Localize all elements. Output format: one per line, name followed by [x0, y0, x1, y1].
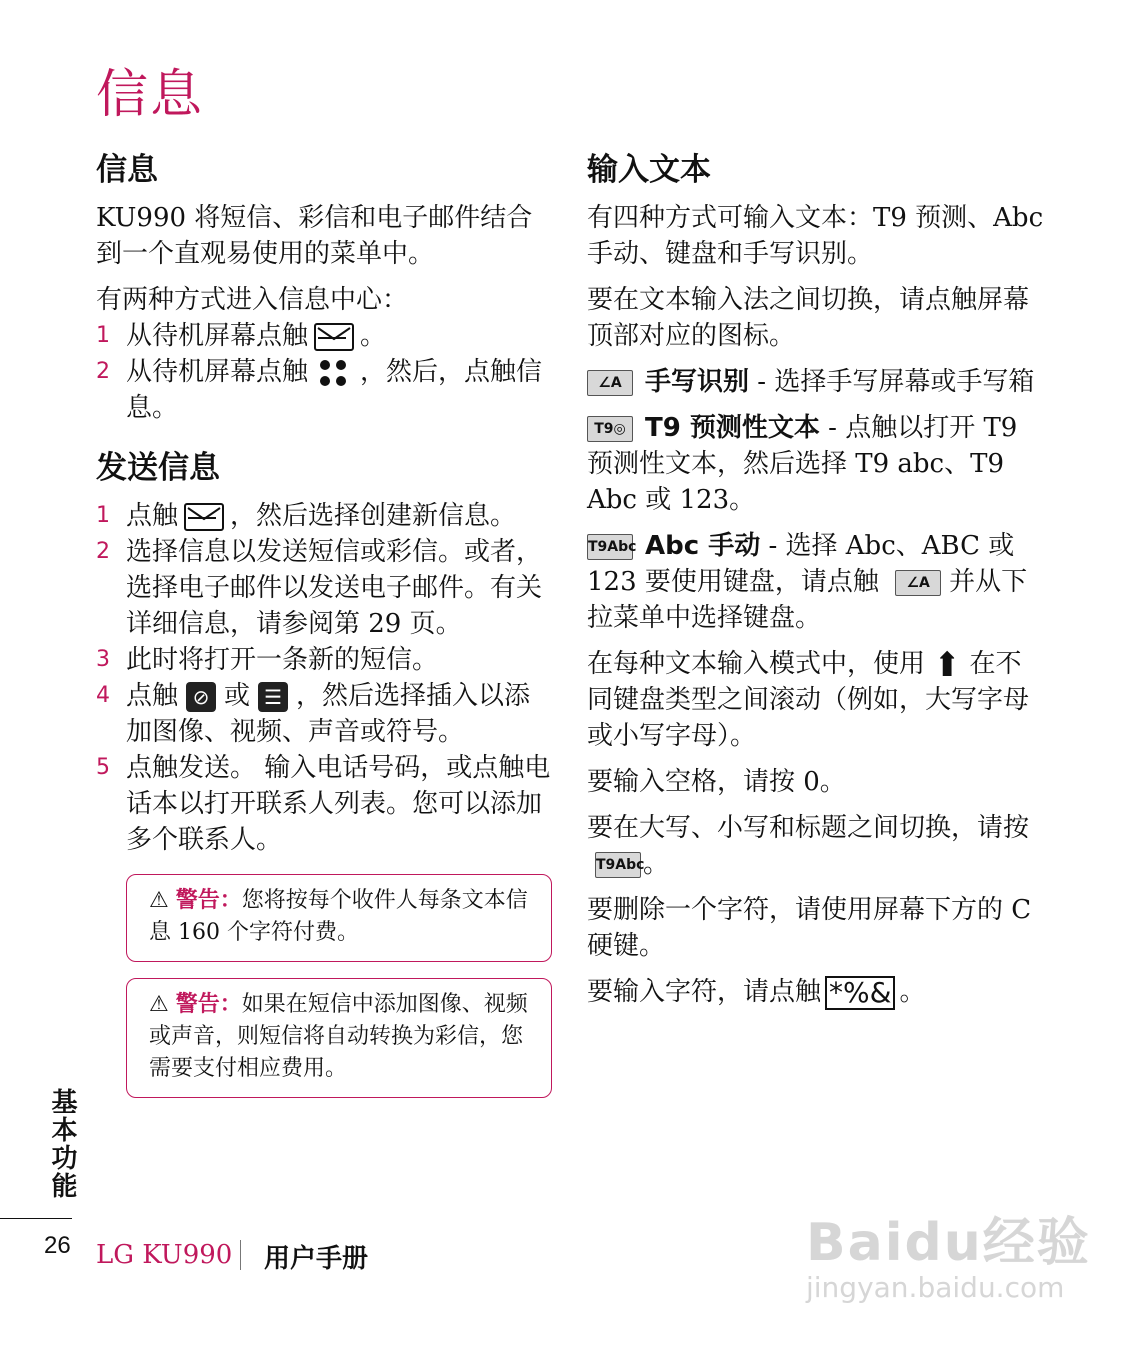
symbols-key-icon: *%&: [825, 976, 895, 1010]
step-number: 2: [96, 359, 110, 384]
sidebar-divider: [0, 1218, 72, 1219]
warning-box-charge: [126, 874, 552, 962]
handwriting-icon: ∠A: [895, 570, 941, 596]
step-number: 1: [96, 323, 110, 348]
left-column: [96, 150, 556, 1112]
menu-list-icon: ☰: [258, 682, 288, 712]
symbol-paragraph: [587, 974, 1047, 1010]
footer-manual-label: 用户手册: [264, 1244, 369, 1274]
method-name: 手写识别: [645, 367, 750, 397]
method-name: Abc 手动: [645, 531, 761, 561]
page-title: 信息: [96, 65, 205, 125]
step-text: 从待机屏幕点触: [126, 357, 309, 387]
list-item: [96, 318, 556, 354]
method-name: T9 预测性文本: [645, 413, 820, 443]
list-item: [96, 354, 556, 426]
step-number: 5: [96, 755, 110, 780]
list-item: [96, 498, 556, 534]
sidebar-section-label: 基本功能: [47, 1088, 77, 1200]
section-heading-send: 发送信息: [96, 450, 220, 486]
step-text-suffix: ，然后，点触信息。: [126, 357, 543, 423]
list-item: [96, 678, 556, 750]
method-t9: [587, 410, 1047, 518]
warning-text: 如果在短信中添加图像、视频或声音，则短信将自动转换为彩信，您需要支付相应费用。: [149, 992, 528, 1081]
warning-text: 您将按每个收件人每条文本信息 160 个字符付费。: [149, 888, 528, 945]
right-column: [587, 150, 1047, 1020]
t9-predictive-icon: T9◎: [587, 416, 633, 442]
step-text-suffix: ，然后选择插入以添加图像、视频、声音或符号。: [126, 681, 531, 747]
warning-triangle-icon: ⚠: [149, 888, 169, 913]
step-text: 点触: [126, 501, 179, 531]
section-heading-input-text: 输入文本: [587, 152, 711, 188]
enter-steps: [96, 318, 556, 426]
intro-paragraph: KU990 将短信、彩信和电子邮件结合到一个直观易使用的菜单中。: [96, 203, 533, 269]
step-text-suffix: ，然后选择创建新信息。: [230, 501, 517, 531]
envelope-icon: [314, 323, 354, 351]
section-heading-messaging: 信息: [96, 152, 158, 188]
space-paragraph: 要输入空格，请按 0。: [587, 767, 846, 797]
step-text: 从待机屏幕点触: [126, 321, 309, 351]
menu-grid-icon: [316, 358, 352, 388]
enter-methods-paragraph: 有两种方式进入信息中心：: [96, 285, 409, 315]
up-arrow-icon: ⬆: [933, 645, 962, 685]
step-number: 4: [96, 683, 110, 708]
watermark-url: jingyan.baidu.com: [806, 1271, 1065, 1304]
list-item: [96, 534, 556, 642]
shift-text: 在每种文本输入模式中，使用: [587, 649, 926, 679]
method-abc: [587, 528, 1047, 636]
step-text: 选择信息以发送短信或彩信。或者，选择电子邮件以发送电子邮件。有关详细信息，请参阅第 29 页。: [126, 537, 543, 639]
t9-abc-icon: T9Abc: [587, 534, 633, 560]
method-handwriting: [587, 364, 1047, 400]
t9-abc-icon: T9Abc: [595, 852, 641, 878]
step-number: 1: [96, 503, 110, 528]
send-steps: [96, 498, 556, 858]
step-text: 点触发送。 输入电话号码，或点触电话本以打开联系人列表。您可以添加多个联系人。: [126, 753, 551, 855]
handwriting-icon: ∠A: [587, 370, 633, 396]
step-text-mid: 或: [224, 681, 251, 711]
delete-paragraph: 要删除一个字符，请使用屏幕下方的 C 硬键。: [587, 895, 1032, 961]
step-number: 2: [96, 539, 110, 564]
step-number: 3: [96, 647, 110, 672]
page-number: 26: [44, 1232, 71, 1259]
case-text-end: 。: [643, 849, 670, 879]
method-desc: - 选择手写屏幕或手写箱: [749, 367, 1035, 397]
warning-box-mms: [126, 978, 552, 1098]
symbol-text: 要输入字符，请点触: [587, 977, 822, 1007]
list-item: [96, 750, 556, 858]
switch-methods-paragraph: 要在文本输入法之间切换，请点触屏幕顶部对应的图标。: [587, 285, 1030, 351]
warning-triangle-icon: ⚠: [149, 992, 169, 1017]
case-paragraph: [587, 810, 1047, 882]
method-desc: - 点触以打开 T9 预测性文本，然后选择 T9 abc、T9 Abc 或 123。: [587, 413, 1018, 515]
watermark: [806, 1200, 1091, 1304]
warning-label: 警告：: [175, 992, 242, 1017]
footer-divider: [240, 1240, 241, 1270]
case-text: 要在大写、小写和标题之间切换，请按: [587, 813, 1030, 843]
step-text: 此时将打开一条新的短信。: [126, 645, 439, 675]
symbol-text-end: 。: [899, 977, 926, 1007]
input-methods-paragraph: 有四种方式可输入文本：T9 预测、Abc 手动、键盘和手写识别。: [587, 203, 1044, 269]
watermark-brand: Baidu经验: [806, 1213, 1091, 1273]
step-text: 点触: [126, 681, 179, 711]
method-desc-end: 并从下拉菜单中选择键盘。: [587, 567, 1028, 633]
warning-label: 警告：: [175, 888, 242, 913]
envelope-icon: [184, 503, 224, 531]
method-desc: - 选择 Abc、ABC 或 123 要使用键盘，请点触: [587, 531, 1015, 597]
attach-icon: ⊘: [186, 682, 216, 712]
shift-paragraph: [587, 646, 1047, 754]
step-text-suffix: 。: [360, 321, 387, 351]
list-item: [96, 642, 556, 678]
shift-text-end: 在不同键盘类型之间滚动（例如，大写字母或小写字母）。: [587, 649, 1030, 751]
footer-model: LG KU990: [96, 1240, 233, 1270]
